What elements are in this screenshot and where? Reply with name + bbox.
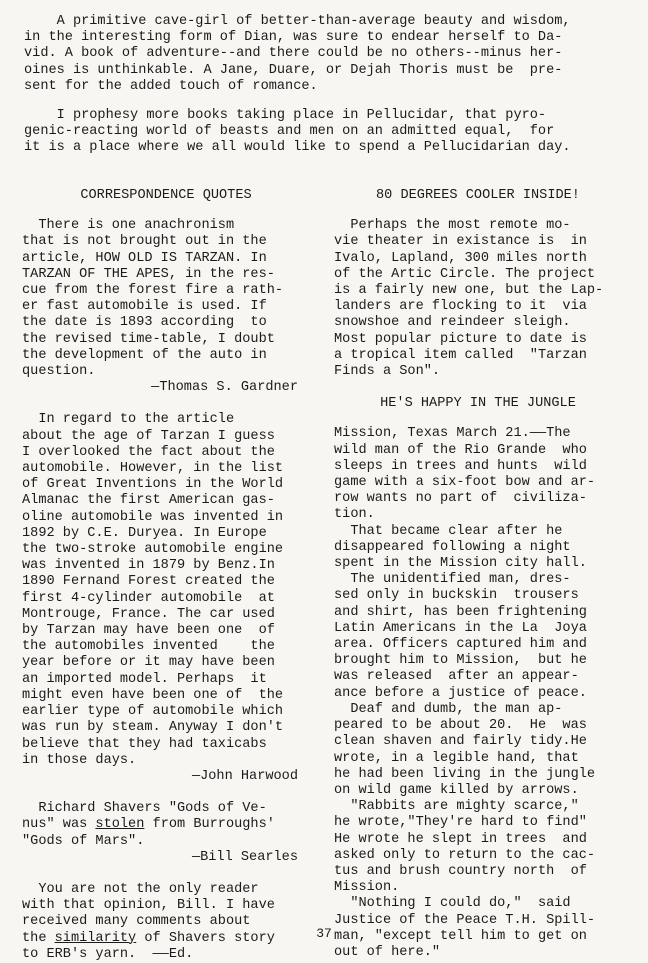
spacer: [22, 866, 310, 882]
cooler-article: Perhaps the most remote mo- vie theater in existance is in Ivalo, Lapland, 300 miles north of the Artic Circle. The project is a fairly new one, but the Lap- landers are flocking to it via snowshoe and reindeer sleigh. Most popular picture to date is a tropical item called "Tarzan Finds a Son".: [334, 218, 604, 380]
harwood-signature: —John Harwood: [191, 768, 298, 784]
spacer: [334, 380, 622, 396]
spacer: [22, 785, 310, 801]
intro-section: [24, 14, 624, 170]
correspondence-heading: CORRESPONDENCE QUOTES: [80, 188, 252, 203]
cooler-heading: 80 DEGREES COOLER INSIDE!: [376, 188, 580, 203]
jungle-article: Mission, Texas March 21.——The wild man of the Rio Grande who sleeps in trees and hunts wild game with a six-foot bow and ar- row wants no part of civiliza- tion. That became clear after he disappeared following a night spent in the Mission city hall. The unidentified man, dres- sed only in buckskin trousers and shirt, has been frightening Latin Americans in the La Joya area. Officers captured him and brought him to Mission, but he was released after an appear- ance before a justice of peace. Deaf and dumb, the man ap- peared to be about 20. He was clean shaven and fairly tidy.He wrote, in a legible hand, that he had been living in the jungle on wild game killed by arrows. "Rabbits are mighty scarce," he wrote,"They're hard to find" He wrote he slept in trees and asked only to return to the cac- tus and brush country north of Mission. "Nothing I could do," said Justice of the Peace T.H. Spill- man, "except tell him to get on out of here.": [334, 426, 596, 960]
harwood-letter: In regard to the article about the age of Tarzan I guess I overlooked the fact about the automobile. However, in the list of Great Inventions in the World Almanac the first American gas- oline automobile was invented in 1892 by C.E. Duryea. In Europe the two-stroke automobile engine was invented in 1879 by Benz.In 1890 Fernand Forest created the first 4-cylinder automobile at Montrouge, France. The car used by Tarzan may have been one of the automobiles invented the year before or it may have been an imported model. Perhaps it might even have been one of the earlier type of automobile which was run by steam. Anyway I don't believe that they had taxicabs in those days.: [22, 412, 284, 768]
searles-signature: —Bill Searles: [191, 849, 298, 865]
editor-text-start: You are not the only reader with that opinion, Bill. I have received many comments about the: [22, 881, 275, 946]
editor-reply: [22, 882, 310, 963]
intro-paragraph-2: I prophesy more books taking place in Pellucidar, that pyro- genic-reacting world of beasts and men on an admitted equal, for it is a place where we all would like to spend a Pellucidarian day.: [24, 108, 571, 156]
spacer: [22, 396, 310, 412]
gardner-signature: —Thomas S. Gardner: [151, 380, 298, 396]
similarity-underlined: similarity: [54, 930, 137, 946]
left-column: [22, 188, 310, 963]
searles-letter: [22, 801, 310, 850]
page-number: 37: [316, 926, 332, 941]
searles-text-end: from Burroughs' "Gods of Mars".: [22, 817, 275, 849]
intro-paragraph-1: A primitive cave-girl of better-than-average beauty and wisdom, in the interesting form of Dian, was sure to endear herself to Da- vid. A book of adventure--and there could be no others--minus her- oines is unthinkable. A Jane, Duare, or Dejah Thoris must be pre- sent for the added touch of romance.: [24, 14, 571, 94]
editor-text-end: of Shavers story to ERB's yarn. ——Ed.: [22, 930, 275, 962]
searles-text-start: Richard Shavers "Gods of Ve- nus" was: [22, 801, 267, 833]
right-column: [334, 188, 622, 961]
stolen-underlined: stolen: [95, 817, 145, 833]
jungle-heading: HE'S HAPPY IN THE JUNGLE: [380, 396, 576, 412]
gardner-letter: There is one anachronism that is not brought out in the article, HOW OLD IS TARZAN. In TARZAN OF THE APES, in the res- cue from the forest fire a rath- er fast automobile is used. If the date is 1893 according to the revised time-table, I doubt the development of the auto in question.: [22, 218, 284, 380]
